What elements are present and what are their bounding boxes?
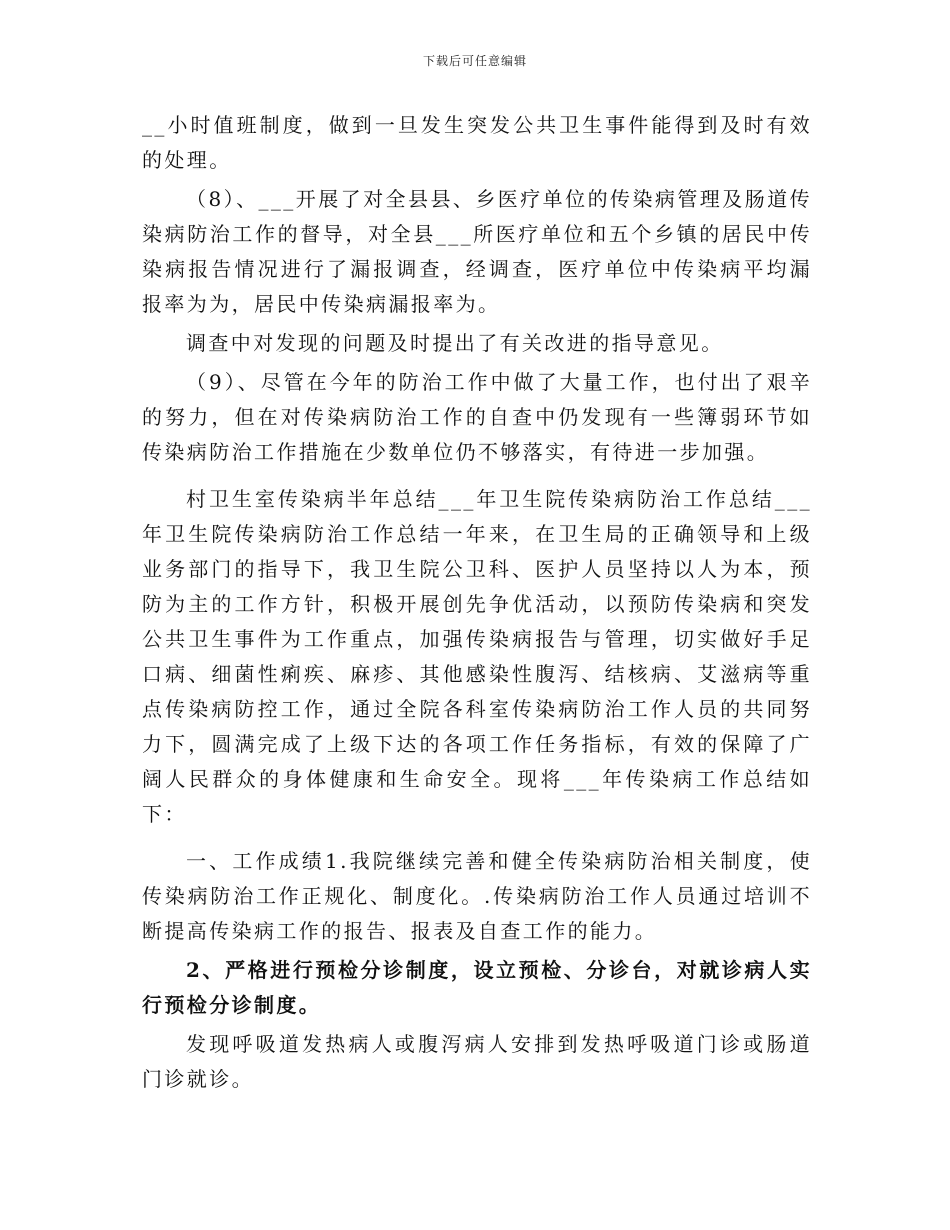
paragraph-work-achievements: 一、工作成绩1.我院继续完善和健全传染病防治相关制度，使传染病防治工作正规化、制度化。.传染病防治工作人员通过培训不断提高传染病工作的报告、报表及自查工作的能力。	[142, 849, 812, 943]
paragraph-investigation-guidance: 调查中对发现的问题及时提出了有关改进的指导意见。	[186, 331, 724, 355]
paragraph-item-9: （9）、尽管在今年的防治工作中做了大量工作，也付出了艰辛的努力，但在对传染病防治工作的自查中仍发现有一些簿弱环节如传染病防治工作措施在少数单位仍不够落实，有待进一步加强。	[142, 370, 812, 464]
paragraph-item-8: （8）、___开展了对全县县、乡医疗单位的传染病管理及肠道传染病防治工作的督导，对全县___所医疗单位和五个乡镇的居民中传染病报告情况进行了漏报调查，经调查，医疗单位中传染病平均漏报率为为，居民中传染病漏报率为。	[142, 187, 812, 316]
paragraph-annual-summary: 村卫生室传染病半年总结___年卫生院传染病防治工作总结___年卫生院传染病防治工作总结一年来，在卫生局的正确领导和上级业务部门的指导下，我卫生院公卫科、医护人员坚持以人为本，预防为主的工作方针，积极开展创先争优活动，以预防传染病和突发公共卫生事件为工作重点，加强传染病报告与管理，切实做好手足口病、细菌性痢疾、麻疹、其他感染性腹泻、结核病、艾滋病等重点传染病防控工作，通过全院各科室传染病防治工作人员的共同努力下，圆满完成了上级下达的各项工作任务指标，有效的保障了广阔人民群众的身体健康和生命安全。现将___年传染病工作总结如下：	[142, 487, 812, 826]
paragraph-triage-detail: 发现呼吸道发热病人或腹泻病人安排到发热呼吸道门诊或肠道门诊就诊。	[142, 1032, 812, 1091]
page-header: 下载后可任意编辑	[422, 54, 527, 68]
paragraph-triage-heading: 2、严格进行预检分诊制度，设立预检、分诊台，对就诊病人实行预检分诊制度。	[142, 958, 812, 1017]
document-body	[142, 108, 812, 1101]
paragraph-duty-system: __小时值班制度，做到一旦发生突发公共卫生事件能得到及时有效的处理。	[142, 113, 812, 172]
